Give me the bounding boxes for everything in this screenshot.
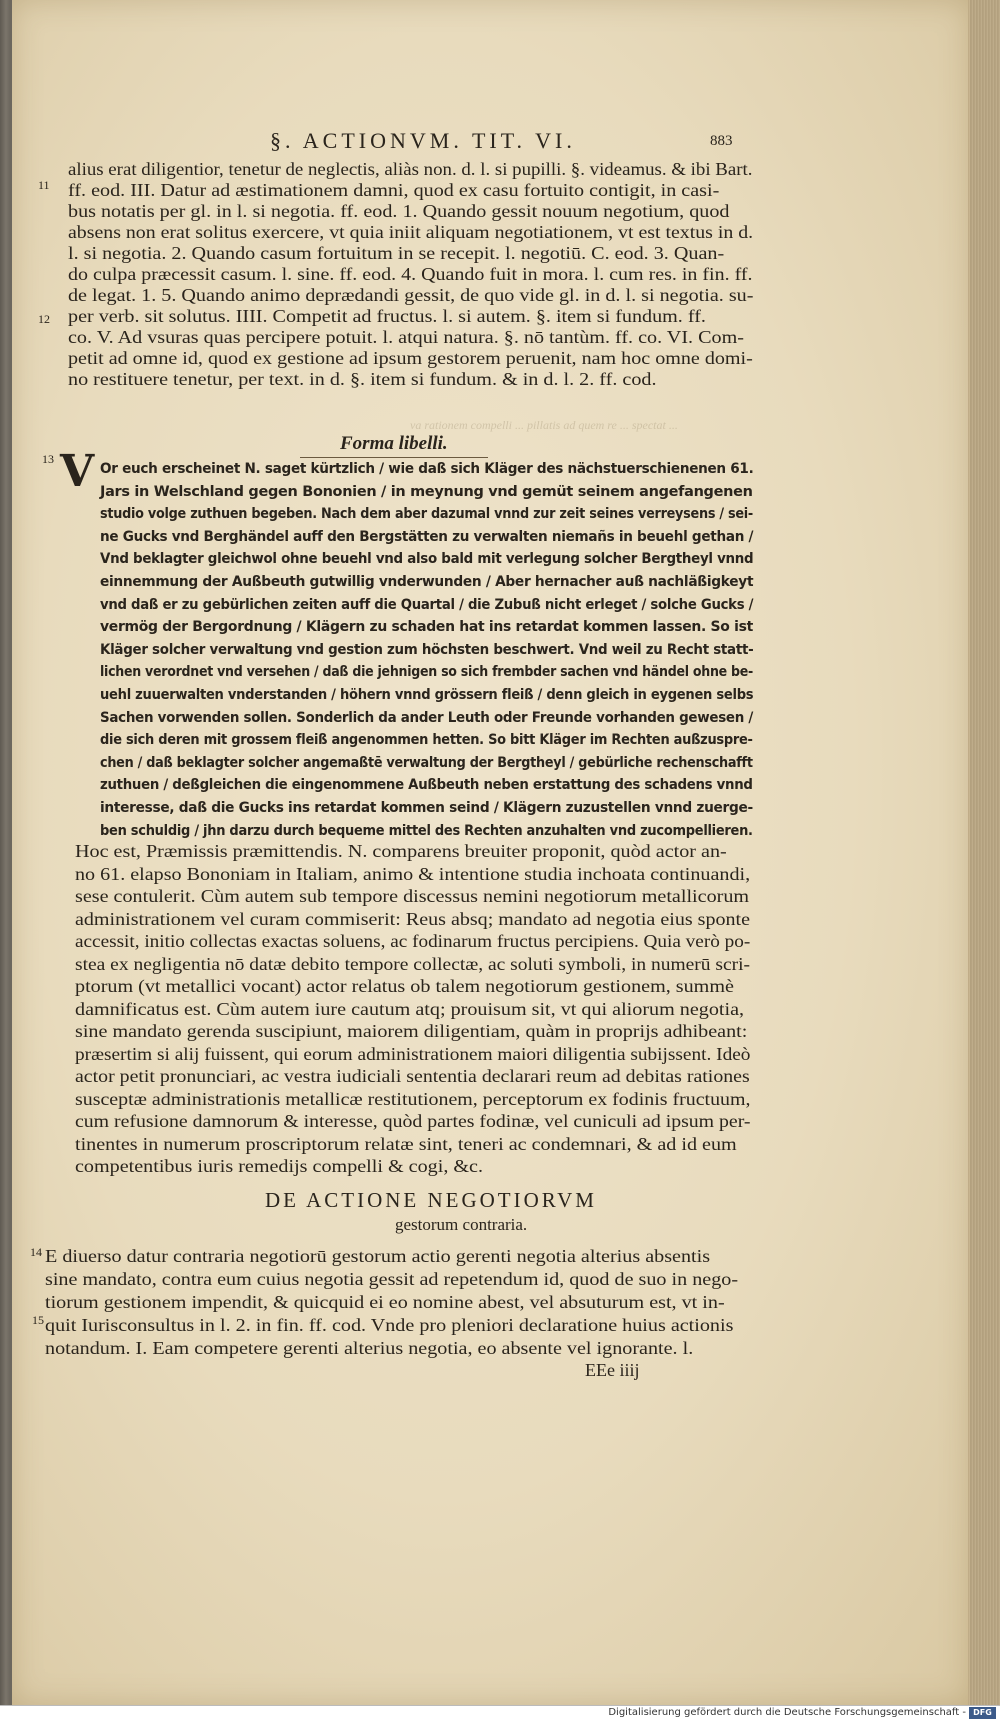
text-line: ben schuldig / jhn darzu durch bequeme mittel des Rechten anzuhalten vnd zucompellieren. — [100, 822, 753, 839]
text-line: cum refusione damnorum & interesse, quòd partes fodinæ, vel cuniculi ad ipsum per- — [75, 1111, 751, 1131]
text-line: interesse, daß die Gucks ins retardat kommen seind / Klägern zuzustellen vnnd zuerge- — [100, 800, 753, 816]
chapter-subtitle: gestorum contraria. — [395, 1215, 528, 1234]
text-line: accessit, initio collectas exactas soluens, ac fodinarum fructus percipiens. Quia verò po- — [75, 931, 751, 951]
text-line: præsertim si alij fuissent, qui eorum administrationem maiori diligentia subijssent. Ideò — [75, 1043, 751, 1064]
text-line: petit ad omne id, quod ex gestione ad ipsum gestorem peruenit, nam hoc omne domi- — [68, 348, 753, 368]
text-line: Kläger solcher verwaltung vnd gestion zum höchsten beschwert. Vnd weil zu Recht statt- — [100, 641, 754, 658]
signature-mark: EEe iiij — [585, 1360, 640, 1380]
text-line: no restituere tenetur, per text. in d. §. item si fundum. & in d. l. 2. ff. cod. — [68, 369, 657, 389]
footer-credit: Digitalisierung gefördert durch die Deutsche Forschungsgemeinschaft - — [608, 1707, 966, 1718]
dfg-logo: DFG — [969, 1707, 996, 1719]
text-line: no 61. elapso Bononiam in Italiam, animo & intentione studia inchoata continuandi, — [75, 863, 751, 884]
text-line: damnificatus est. Cùm autem iure cautum atq; prouisum sit, vt qui aliorum negotia, — [75, 998, 745, 1019]
text-line: sine mandato, contra eum cuius negotia gessit ad repetendum id, quod de suo in nego- — [45, 1269, 739, 1289]
text-line: Hoc est, Præmissis præmittendis. N. comparens breuiter proponit, quòd actor an- — [75, 841, 727, 861]
text-line: ne Gucks vnd Berghändel auff den Bergstätten zu verwalten niemañs in beuehl gethan / — [100, 528, 754, 545]
text-line: competentibus iuris remedijs compelli & cogi, &c. — [75, 1156, 484, 1176]
page-edge — [968, 0, 1000, 1705]
text-line: Sachen vorwenden sollen. Sonderlich da ander Leuth oder Freunde vorhanden gewesen / — [100, 709, 754, 726]
text-line: ptorum (vt metallici vocant) actor relatus ob talem negotiorum gestionem, summè — [75, 976, 734, 996]
margin-number: 12 — [38, 312, 50, 326]
text-line: bus notatis per gl. in l. si negotia. ff. eod. 1. Quando gessit nouum negotium, quod — [68, 201, 730, 221]
text-line: tiorum gestionem impendit, & quicquid ei eo nomine abest, vel absuturum est, vt in- — [45, 1292, 725, 1312]
text-line: vnd daß er zu gebürlichen zeiten auff die Quartal / die Zubuß nicht erleget / solche Gucks / — [100, 596, 754, 613]
text-line: tinentes in numerum proscriptorum relatæ sint, teneri ac condemnari, & ad id eum — [75, 1133, 737, 1154]
margin-number: 13 — [42, 452, 54, 466]
text-line: vermög der Bergordnung / Klägern zu schaden hat ins retardat kommen lassen. So ist — [100, 619, 753, 636]
text-line: co. V. Ad vsuras quas percipere potuit. l. atqui natura. §. nō tantùm. ff. co. VI. Com- — [68, 327, 744, 347]
text-line: chen / daß beklagter solcher angemaßtē verwaltung der Bergtheyl / gebürliche rechenschafft — [100, 754, 753, 771]
margin-number: 14 — [30, 1245, 42, 1259]
text-line: E diuerso datur contraria negotiorū gestorum actio gerenti negotia alterius absentis — [45, 1246, 711, 1266]
text-line: do culpa præcessit casum. l. sine. ff. eod. 4. Quando fuit in mora. l. cum res. in fin. ff. — [68, 264, 753, 284]
text-line: die sich deren mit grossem fleiß angenommen hetten. So bitt Kläger im Rechten außzuspre- — [100, 732, 753, 749]
text-line: actor petit pronunciari, ac vestra iudiciali sententia declarari reum ad debitas rationes — [75, 1066, 750, 1086]
text-line: Vnd beklagter gleichwol ohne beuehl vnd also bald mit verlegung solcher Bergtheyl vnnd — [100, 551, 754, 568]
text-line: administrationem vel curam commiserit: Reus absq; mandato ad negotia eius sponte — [75, 908, 751, 929]
folio-number: 883 — [710, 133, 733, 149]
chapter-title: DE ACTIONE NEGOTIORVM — [265, 1188, 597, 1212]
text-line: alius erat diligentior, tenetur de neglectis, aliàs non. d. l. si pupilli. §. videamus. & ibi Bart. — [68, 159, 753, 179]
text-line: lichen verordnet vnd versehen / daß die jehnigen so sich frembder sachen vnd händel ohne be- — [100, 664, 753, 681]
text-line: sine mandato gerenda suscipiunt, maiorem diligentiam, quàm in proprijs adhibeant: — [75, 1021, 748, 1041]
text-line: absens non erat solitus exercere, vt quia iniit aliquam negotiationem, vt est textus in d. — [68, 222, 754, 242]
text-line: Or euch erscheinet N. saget kürtzlich / wie daß sich Kläger des nächstuerschienenen 61. — [100, 461, 754, 477]
margin-number: 11 — [38, 178, 50, 192]
text-line: stea ex negligentia nō datæ debito tempore collectæ, ac soluti symboli, in numerū scri- — [75, 953, 751, 974]
text-line: quit Iurisconsultus in l. 2. in fin. ff. cod. Vnde pro pleniori declaratione huius actionis — [45, 1315, 734, 1335]
section-heading: Forma libelli. — [340, 433, 448, 454]
text-line: studio volge zuthuen begeben. Nach dem aber dazumal vnnd zur zeit seines verreysens / sei- — [100, 506, 753, 523]
text-line: sese contulerit. Cùm autem sub tempore discessus nemini negotiorum metallicorum — [75, 886, 750, 906]
text-line: zuthuen / deßgleichen die eingenommene Außbeuth neben erstattung des schadens vnnd — [100, 777, 753, 794]
margin-number: 15 — [32, 1313, 44, 1327]
text-line: ff. eod. III. Datur ad æstimationem damni, quod ex casu fortuito contigit, in casi- — [68, 180, 720, 200]
text-line: Jars in Welschland gegen Bononien / in meynung vnd gemüt seinem angefangenen — [100, 483, 753, 500]
text-line: de legat. 1. 5. Quando animo deprædandi gessit, de quo vide gl. in d. l. si negotia. su- — [68, 285, 754, 305]
text-line: susceptæ administrationis metallicæ restitutionem, perceptorum ex fodinis fructuum, — [75, 1088, 751, 1109]
text-line: einnemmung der Außbeuth gutwillig vnderwunden / Aber hernacher auß nachläßigkeyt — [100, 574, 754, 590]
text-line: uehl zuuerwalten vnderstanden / höhern vnnd grössern fleiß / denn gleich in eygenen selbs — [100, 687, 754, 703]
text-line: notandum. I. Eam competere gerenti alterius negotia, eo absente vel ignorante. l. — [45, 1338, 694, 1358]
running-head: §. ACTIONVM. TIT. VI. — [270, 128, 576, 153]
text-line: per verb. sit solutus. IIII. Competit ad fructus. l. si autem. §. item si fundum. ff. — [68, 306, 706, 326]
bleed-through-text: va rationem compelli ... pillatis ad quem re ... spectat ... — [410, 418, 678, 432]
drop-cap: V — [60, 446, 95, 497]
text-line: l. si negotia. 2. Quando casum fortuitum in se recepit. l. negotiū. C. eod. 3. Quan- — [68, 243, 725, 263]
